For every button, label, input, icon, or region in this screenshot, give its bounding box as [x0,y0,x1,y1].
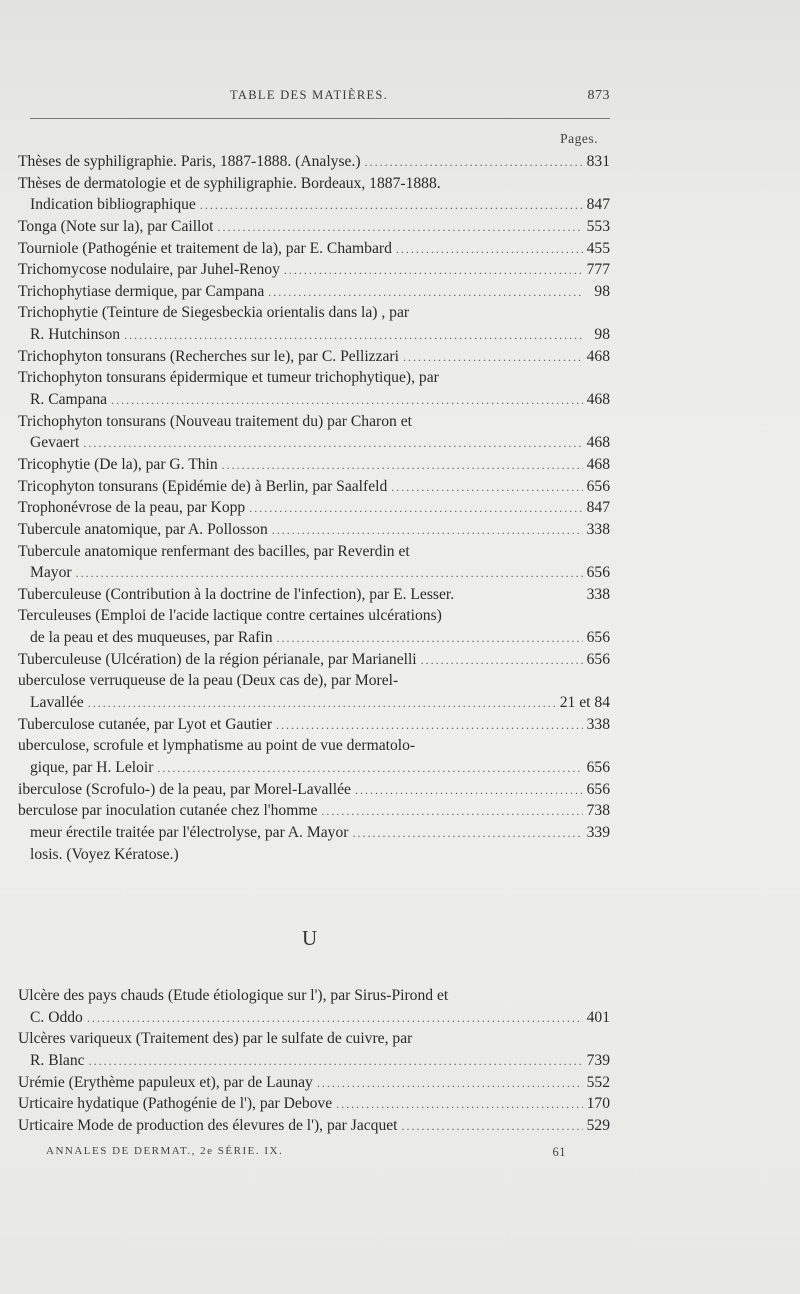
index-entry [18,324,610,346]
dot-leader [89,1051,583,1072]
entry-text: iberculose (Scrofulo-) de la peau, par Morel-Lavallée [18,780,351,798]
dot-leader [277,628,583,649]
entry-page: 339 [586,823,610,841]
index-entry [18,1093,610,1115]
dot-leader [352,823,582,844]
footer-signature: 61 [552,1145,566,1159]
entry-page: 455 [586,239,610,257]
index-entry [18,302,610,324]
dot-leader [336,1094,582,1115]
index-entries-u [18,985,610,1136]
entry-page: 170 [586,1095,610,1113]
entry-page: 847 [586,196,610,214]
index-entry [18,194,610,216]
index-entry [18,735,610,757]
entry-text: Mayor [30,564,72,582]
dot-leader [249,498,582,519]
index-entry [18,541,610,563]
dot-leader [218,217,583,238]
entry-text: losis. (Voyez Kératose.) [30,845,179,863]
index-entry [18,411,610,433]
entry-text: meur érectile traitée par l'électrolyse, par A. Mayor [30,823,349,841]
dot-leader [272,520,583,541]
index-entry [18,1007,610,1029]
entry-text: Tonga (Note sur la), par Caillot [18,217,214,235]
entry-text: Indication bibliographique [30,196,196,214]
entry-page: 468 [586,347,610,365]
section-letter: U [302,926,318,950]
dot-leader [83,433,582,454]
index-entry [18,1115,610,1137]
pages-column-label: Pages. [560,131,598,146]
entry-text: Trichomycose nodulaire, par Juhel-Renoy [18,261,280,279]
entry-text: gique, par H. Leloir [30,758,154,776]
entry-text: Trichophyton tonsurans (Recherches sur le), par C. Pellizzari [18,347,399,365]
dot-leader [268,282,584,303]
index-entry [18,367,610,389]
entry-page: 401 [586,1008,610,1026]
index-entry [18,985,610,1007]
index-entry [18,1028,610,1050]
index-entry [18,476,610,498]
dot-leader [87,1008,583,1029]
entry-text: Gevaert [30,434,80,452]
index-entry [18,151,610,173]
entry-text: Tricophytie (De la), par G. Thin [18,455,218,473]
dot-leader [88,693,556,714]
entry-page: 656 [586,629,610,647]
page-footer [46,1145,566,1157]
dot-leader [355,780,583,801]
entry-text: R. Campana [30,391,108,409]
entry-page: 656 [586,758,610,776]
index-entry [18,346,610,368]
dot-leader [124,325,584,346]
index-entry [18,389,610,411]
entry-text: Trichophytie (Teinture de Siegesbeckia orientalis dans la) , par [18,304,410,322]
dot-leader [157,758,582,779]
entry-text: Tuberculeuse (Ulcération) de la région périanale, par Marianelli [18,650,417,668]
entry-page: 468 [586,434,610,452]
header-rule [30,118,610,119]
entry-text: Ulcères variqueux (Traitement des) par le sulfate de cuivre, par [18,1030,413,1048]
index-entry [18,822,610,844]
dot-leader [200,195,583,216]
entry-text: Tourniole (Pathogénie et traitement de la), par E. Chambard [18,239,392,257]
header-title: TABLE DES MATIÈRES. [230,88,389,102]
entry-page: 656 [586,477,610,495]
entry-page: 831 [586,153,610,170]
index-entries-t [18,151,610,865]
dot-leader [284,260,583,281]
index-entry [18,497,610,519]
entry-text: Thèses de syphiligraphie. Paris, 1887-1888. (Analyse.) [18,153,361,170]
entry-text: Trophonévrose de la peau, par Kopp [18,499,246,517]
entry-page: 656 [586,780,610,798]
dot-leader [321,801,582,822]
index-entry [18,605,610,627]
index-entry [18,627,610,649]
index-entry [18,670,610,692]
dot-leader [76,563,583,584]
index-entry [18,844,610,866]
index-entry [18,692,610,714]
dot-leader [111,390,583,411]
entry-page: 738 [586,802,610,820]
index-entry [18,173,610,195]
dot-leader [391,477,582,498]
entry-page: 338 [586,715,610,733]
entry-text: Tricophyton tonsurans (Epidémie de) à Berlin, par Saalfeld [18,477,388,495]
index-entry [18,649,610,671]
index-entry [18,454,610,476]
index-entry [18,584,610,606]
index-entry [18,519,610,541]
entry-text: uberculose verruqueuse de la peau (Deux cas de), par Morel- [18,672,399,690]
entry-text: Terculeuses (Emploi de l'acide lactique contre certaines ulcérations) [18,607,442,625]
entry-text: Urémie (Erythème papuleux et), par de Launay [18,1073,313,1091]
index-entry [18,562,610,584]
entry-text: Trichophyton tonsurans épidermique et tumeur trichophytique), par [18,369,439,387]
index-entry [18,238,610,260]
entry-page: 529 [586,1116,610,1134]
entry-page: 552 [586,1073,610,1091]
entry-page: 656 [586,650,610,668]
entry-text: Urticaire Mode de production des élevures de l'), par Jacquet [18,1116,398,1134]
dot-leader [403,347,583,368]
entry-text: uberculose, scrofule et lymphatisme au point de vue dermatolo- [18,737,416,755]
footer-journal: ANNALES DE DERMAT., 2e SÉRIE. IX. [46,1145,284,1157]
entry-text: Trichophyton tonsurans (Nouveau traitement du) par Charon et [18,412,412,430]
index-entry [18,281,610,303]
index-entry [18,800,610,822]
entry-page: 739 [586,1051,610,1069]
entry-text: R. Hutchinson [30,326,121,344]
dot-leader [317,1073,583,1094]
index-entry [18,259,610,281]
index-entry [18,1072,610,1094]
entry-page: 338 [586,520,610,538]
index-entry [18,757,610,779]
entry-text: Thèses de dermatologie et de syphiligraphie. Bordeaux, 1887-1888. [18,174,441,192]
entry-page: 98 [594,282,610,300]
index-entry [18,1050,610,1072]
entry-text: Trichophytiase dermique, par Campana [18,282,265,300]
entry-page: 468 [586,391,610,409]
entry-text: berculose par inoculation cutanée chez l'homme [18,802,318,820]
dot-leader [222,455,583,476]
entry-page: 777 [586,261,610,279]
entry-page: 656 [586,564,610,582]
index-entry [18,432,610,454]
entry-page: 847 [586,499,610,517]
entry-text: Lavallée [30,694,84,712]
dot-leader [365,152,583,173]
entry-text: Tuberculeuse (Contribution à la doctrine de l'infection), par E. Lesser. [18,585,455,603]
entry-text: Tuberculose cutanée, par Lyot et Gautier [18,715,273,733]
entry-page: 468 [586,455,610,473]
entry-text: C. Oddo [30,1008,83,1026]
entry-text: Ulcère des pays chauds (Etude étiologique sur l'), par Sirus-Pirond et [18,987,449,1004]
entry-text: Urticaire hydatique (Pathogénie de l'), par Debove [18,1095,333,1113]
entry-text: Tubercule anatomique renfermant des bacilles, par Reverdin et [18,542,410,560]
index-entry [18,779,610,801]
dot-leader [421,650,583,671]
running-header [18,88,610,108]
entry-text: Tubercule anatomique, par A. Pollosson [18,520,268,538]
dot-leader [402,1116,583,1137]
dot-leader [396,239,583,260]
dot-leader [276,715,583,736]
entry-page: 21 et 84 [559,694,610,712]
page-number: 873 [587,88,610,103]
index-entry [18,216,610,238]
entry-page: 338 [586,585,610,603]
index-entry [18,714,610,736]
entry-text: R. Blanc [30,1051,85,1069]
entry-text: de la peau et des muqueuses, par Rafin [30,629,273,647]
entry-page: 98 [594,326,610,344]
entry-page: 553 [586,217,610,235]
